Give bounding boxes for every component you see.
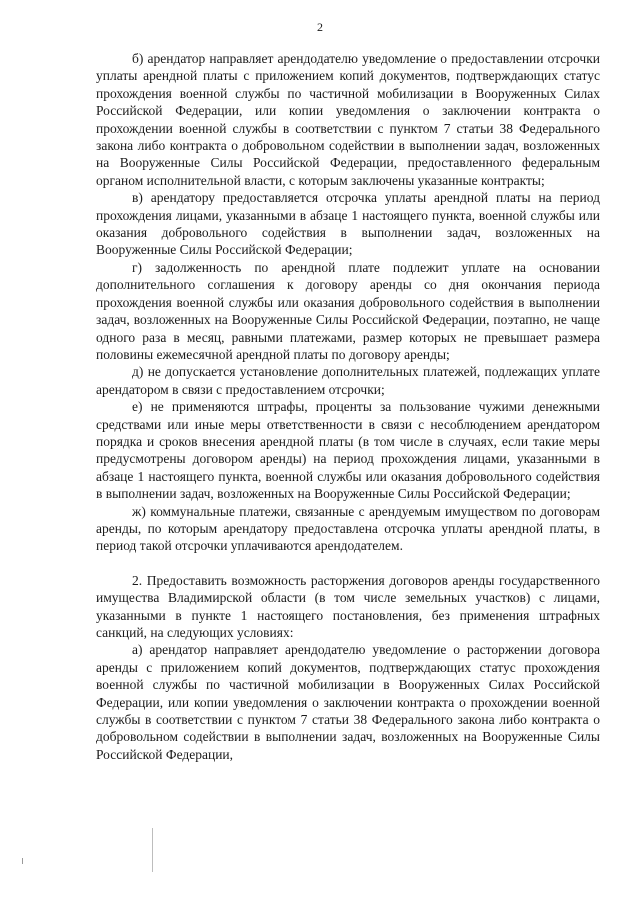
paragraph-v: в) арендатору предоставляется отсрочка уплаты арендной платы на период прохождения лицами, указанными в абзаце 1 настоящего пункта, военной службы или оказания добровольного содействия в выполнении задач, возложенных на Вооруженные Силы Российской Федерации;	[96, 190, 600, 258]
paragraph-zh: ж) коммунальные платежи, связанные с арендуемым имуществом по договорам аренды, по которым арендатору предоставлена отсрочка уплаты арендной платы, в период такой отсрочки уплачиваются арендодателем.	[96, 503, 600, 554]
paragraph-b: б) арендатор направляет арендодателю уведомление о предоставлении отсрочки уплаты арендной платы с приложением копий документов, подтверждающих статус прохождения военной службы по частичной мобилизации в Вооруженных Силах Российской Федерации, или копии уведомления о заключении контракта о прохождении военной службы в соответствии с пунктом 7 статьи 38 Федерального закона либо контракта о добровольном содействии в выполнении задач, возложенных на Вооруженные Силы Российской Федерации, предоставленного федеральным органом исполнительной власти, с которым заключены указанные контракты;	[96, 51, 600, 188]
section-2-paragraph: 2. Предоставить возможность расторжения договоров аренды государственного имущества Владимирской области (в том числе земельных участков) с лицами, указанными в пункте 1 настоящего постановления, без применения штрафных санкций, на следующих условиях:	[96, 572, 600, 640]
paragraph-a: а) арендатор направляет арендодателю уведомление о расторжении договора аренды с приложением копий документов, подтверждающих статус прохождения военной службы по частичной мобилизации в Вооруженных Силах Российской Федерации, или копии уведомления о заключении контракта о прохождении военной службы в соответствии с пунктом 7 статьи 38 Федерального закона либо контракта о добровольном содействии в выполнении задач, возложенных на Вооруженные Силы Российской Федерации,	[96, 642, 600, 762]
paragraph-g: г) задолженность по арендной плате подлежит уплате на основании дополнительного соглашения к договору аренды со дня окончания периода прохождения военной службы или оказания добровольного содействия в выполнении задач, возложенных на Вооруженные Силы Российской Федерации, поэтапно, не чаще одного раза в месяц, равными платежами, размер которых не превышает размера половины ежемесячной арендной платы по договору аренды;	[96, 259, 600, 362]
page-number: 2	[317, 20, 323, 34]
document-body	[96, 50, 600, 763]
scan-artifact-mark	[22, 858, 23, 864]
paragraph-d: д) не допускается установление дополнительных платежей, подлежащих уплате арендатором в связи с предоставлением отсрочки;	[96, 364, 600, 397]
paragraph-e: е) не применяются штрафы, проценты за пользование чужими денежными средствами или иные меры ответственности в связи с несоблюдением арендатором порядка и сроков внесения арендной платы (в том числе в случаях, если такие меры предусмотрены договором аренды) на период прохождения лицами, указанными в абзаце 1 настоящего пункта, военной службы или оказания добровольного содействия в выполнении задач, возложенных на Вооруженные Силы Российской Федерации;	[96, 399, 600, 502]
scan-artifact-line	[152, 828, 153, 872]
